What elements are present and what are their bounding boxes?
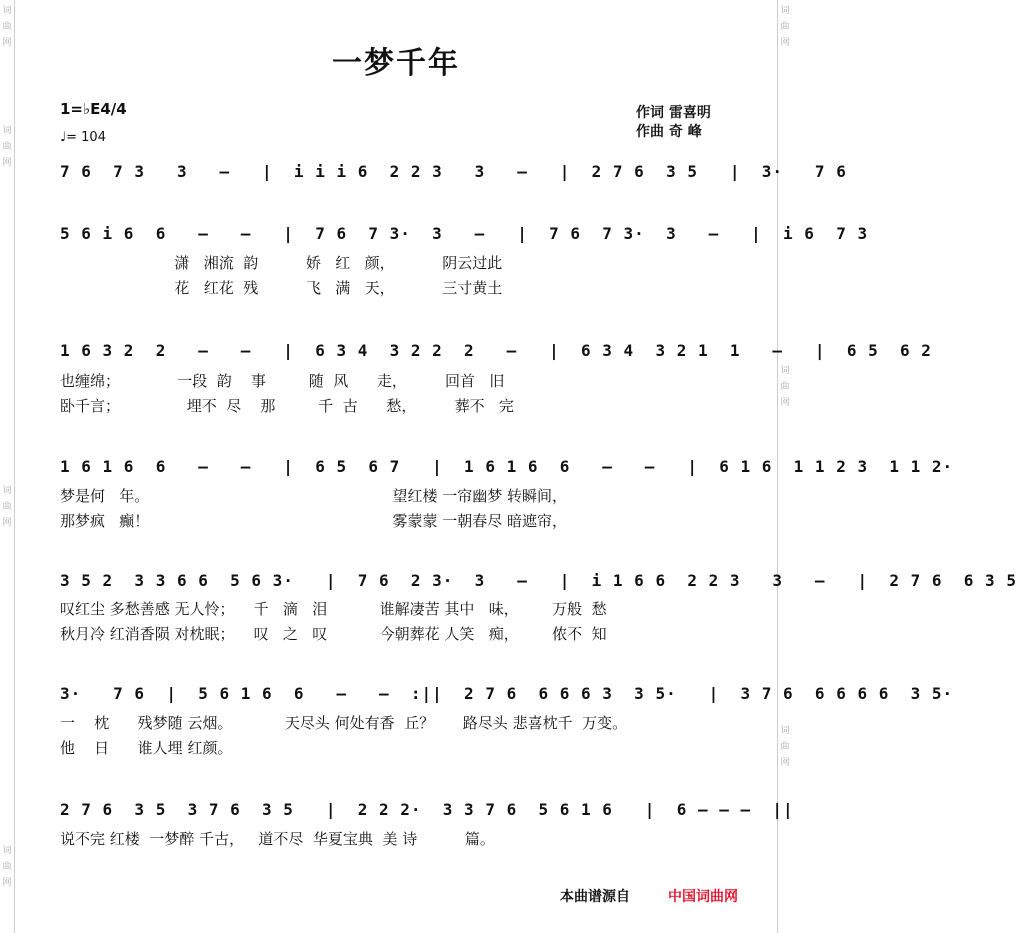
watermark-char: 网 — [2, 158, 12, 168]
melody-line: 3· 7 6 | 5 6 1 6 6 – – :|| 2 7 6 6 6 6 3 3 5· | 3 7 6 6 6 6 6 3 5· — [60, 684, 954, 703]
watermark-char: 曲 — [780, 742, 790, 752]
credits — [636, 104, 711, 142]
tempo-marking: ♩= 104 — [60, 130, 106, 145]
lyric-line-1: 说不完 红楼 一梦醉 千古， 道不尽 华夏宝典 美 诗 篇。 — [60, 830, 495, 848]
watermark-char: 词 — [780, 6, 790, 16]
watermark-char: 词 — [2, 6, 12, 16]
watermark-char: 网 — [780, 38, 790, 48]
song-title: 一梦千年 — [332, 46, 460, 81]
lyric-line-1: 也缠绵； 一段 韵 事 随 风 走， 回首 旧 — [60, 372, 505, 390]
watermark-char: 曲 — [2, 22, 12, 32]
lyric-line-2: 他 日 谁人埋 红颜。 — [60, 739, 233, 757]
watermark-char: 网 — [780, 398, 790, 408]
lyric-line-2: 秋月冷 红消香陨 对枕眠； 叹 之 叹 今朝葬花 人笑 痴， 侬不 知 — [60, 625, 607, 643]
watermark-char: 网 — [2, 38, 12, 48]
watermark-char: 词 — [2, 126, 12, 136]
watermark-char: 曲 — [780, 382, 790, 392]
footer-site-link[interactable]: 中国词曲网 — [668, 889, 738, 905]
lyric-line-2: 那梦疯 癫！ 雾蒙蒙 一朝春尽 暗遮帘， — [60, 512, 568, 530]
lyric-line-2: 卧千言； 埋不 尽 那 千 古 愁， 葬不 完 — [60, 397, 514, 415]
watermark-char: 曲 — [780, 22, 790, 32]
watermark-char: 曲 — [2, 142, 12, 152]
lyric-line-1: 叹红尘 多愁善感 无人怜； 千 滴 泪 谁解凄苦 其中 味， 万般 愁 — [60, 600, 607, 618]
composer-credit: 作曲 奇 峰 — [636, 124, 702, 140]
lyric-line-1: 潇 湘流 韵 娇 红 颜， 阴云过此 — [60, 254, 503, 272]
melody-line: 1 6 3 2 2 – – | 6 3 4 3 2 2 2 – | 6 3 4 3 2 1 1 – | 6 5 6 2 — [60, 341, 932, 360]
watermark-strip-left — [0, 0, 15, 933]
watermark-char: 词 — [2, 486, 12, 496]
watermark-char: 曲 — [2, 502, 12, 512]
melody-line: 2 7 6 3 5 3 7 6 3 5 | 2 2 2· 3 3 7 6 5 6 1 6 | 6 – – – || — [60, 800, 794, 819]
watermark-char: 网 — [780, 758, 790, 768]
melody-line: 7 6 7 3 3 – | i i i 6 2 2 3 3 – | 2 7 6 3 5 | 3· 7 6 — [60, 162, 847, 181]
watermark-char: 曲 — [2, 862, 12, 872]
key-signature: 1=♭E4/4 — [60, 100, 127, 118]
watermark-char: 词 — [780, 726, 790, 736]
melody-line: 1 6 1 6 6 – – | 6 5 6 7 | 1 6 1 6 6 – – | 6 1 6 1 1 2 3 1 1 2· — [60, 457, 954, 476]
lyric-line-1: 梦是何 年。 望红楼 一帘幽梦 转瞬间， — [60, 487, 568, 505]
watermark-char: 词 — [780, 366, 790, 376]
watermark-char: 网 — [2, 518, 12, 528]
watermark-char: 网 — [2, 878, 12, 888]
watermark-char: 词 — [2, 846, 12, 856]
lyric-line-1: 一 枕 残梦随 云烟。 天尽头 何处有香 丘？ 路尽头 悲喜枕千 万变。 — [60, 714, 628, 732]
lyric-line-2: 花 红花 残 飞 满 天， 三寸黄土 — [60, 279, 503, 297]
footer-source: 本曲谱源自 — [560, 889, 630, 905]
lyricist-credit: 作词 雷喜明 — [636, 105, 711, 121]
melody-line: 5 6 i 6 6 – – | 7 6 7 3· 3 – | 7 6 7 3· 3 – | i 6 7 3 — [60, 224, 869, 243]
melody-line: 3 5 2 3 3 6 6 5 6 3· | 7 6 2 3· 3 – | i 1 6 6 2 2 3 3 – | 2 7 6 6 3 5 — [60, 571, 1017, 590]
